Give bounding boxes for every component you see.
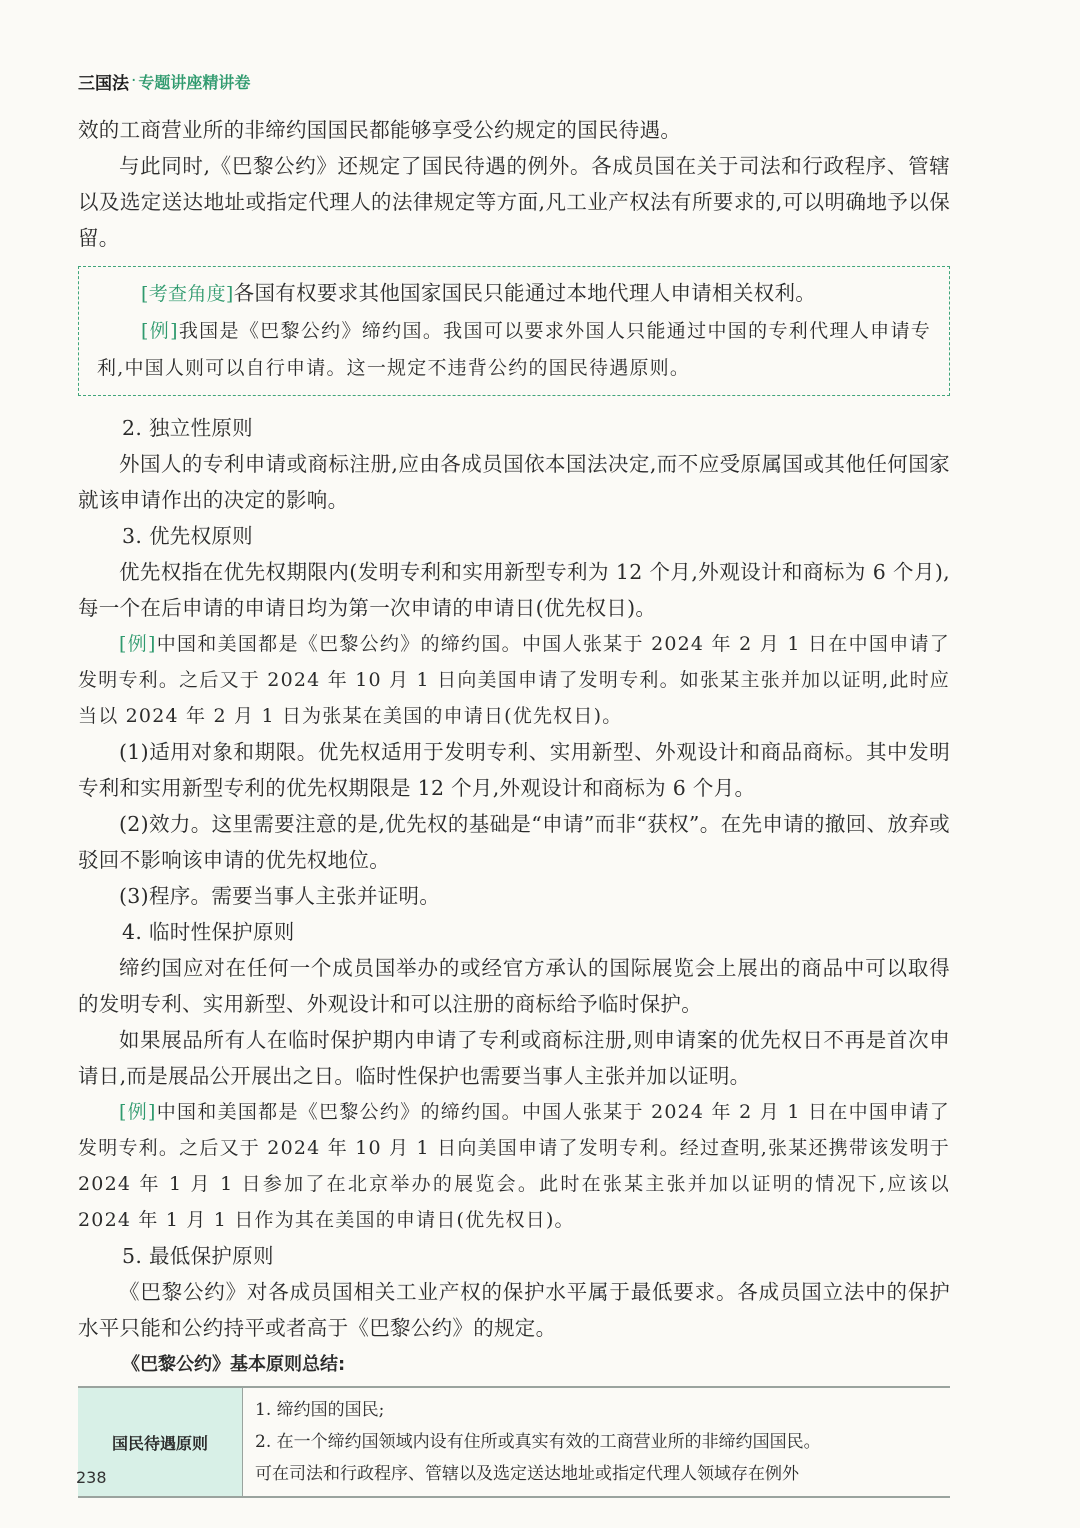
example-tag: [例] [119, 1101, 157, 1123]
paragraph: 与此同时,《巴黎公约》还规定了国民待遇的例外。各成员国在关于司法和行政程序、管辖以及选定送达地址或指定代理人的法律规定等方面,凡工业产权法有所要求的,可以明确地予以保留。 [78, 154, 950, 250]
table-row-items [243, 1387, 951, 1497]
paragraph: 缔约国应对在任何一个成员国举办的或经官方承认的国际展览会上展出的商品中可以取得的发明专利、实用新型、外观设计和可以注册的商标给予临时保护。 [78, 956, 950, 1016]
list-item: 2. 在一个缔约国领域内设有住所或真实有效的工商营业所的非缔约国国民。 [255, 1432, 821, 1452]
section-heading: 5. 最低保护原则 [122, 1244, 274, 1268]
paragraph: 如果展品所有人在临时保护期内申请了专利或商标注册,则申请案的优先权日不再是首次申请日,而是展品公开展出之日。临时性保护也需要当事人主张并加以证明。 [78, 1028, 950, 1088]
example-text: 我国是《巴黎公约》缔约国。我国可以要求外国人只能通过中国的专利代理人申请专利,中国人则可以自行申请。这一规定不违背公约的国民待遇原则。 [97, 320, 931, 379]
exam-angle-tag: [考查角度] [141, 283, 234, 305]
book-title: 三国法 [78, 73, 129, 94]
page-content [78, 112, 950, 1498]
example-text: 中国和美国都是《巴黎公约》的缔约国。中国人张某于 2024 年 2 月 1 日在中国申请了发明专利。之后又于 2024 年 10 月 1 日向美国申请了发明专利。经过查明,张某还携带该发明于 2024 年 1 月 1 日参加了在北京举办的展览会。此时在张某主张并加以证明的情况下,应该以 2024 年 1 月 1 日作为其在美国的申请日(优先权日)。 [78, 1101, 950, 1231]
running-header [78, 66, 250, 96]
exam-angle-box [78, 266, 950, 396]
paragraph: (1)适用对象和期限。优先权适用于发明专利、实用新型、外观设计和商品商标。其中发明专利和实用新型专利的优先权期限是 12 个月,外观设计和商标为 6 个月。 [78, 740, 950, 800]
list-item: 可在司法和行政程序、管辖以及选定送达地址或指定代理人领域存在例外 [255, 1464, 799, 1484]
paragraph: (2)效力。这里需要注意的是,优先权的基础是“申请”而非“获权”。在先申请的撤回、放弃或驳回不影响该申请的优先权地位。 [78, 812, 950, 872]
example-paragraph [78, 626, 950, 734]
series-title: 专题讲座精讲卷 [138, 72, 251, 92]
exam-angle-paragraph [97, 275, 931, 313]
page-number: 238 [76, 1468, 107, 1487]
table-row-label: 国民待遇原则 [78, 1387, 243, 1497]
example-text: 中国和美国都是《巴黎公约》的缔约国。中国人张某于 2024 年 2 月 1 日在中国申请了发明专利。之后又于 2024 年 10 月 1 日向美国申请了发明专利。如张某主张并加以证明,此时应当以 2024 年 2 月 1 日为张某在美国的申请日(优先权日)。 [78, 633, 950, 727]
example-tag: [例] [141, 320, 179, 342]
paragraph: 《巴黎公约》对各成员国相关工业产权的保护水平属于最低要求。各成员国立法中的保护水平只能和公约持平或者高于《巴黎公约》的规定。 [78, 1280, 950, 1340]
example-paragraph [78, 1094, 950, 1238]
paragraph: (3)程序。需要当事人主张并证明。 [119, 884, 441, 908]
table-row [78, 1387, 950, 1497]
summary-table [78, 1386, 950, 1498]
section-heading: 3. 优先权原则 [122, 524, 253, 548]
header-separator: · [131, 71, 137, 91]
exam-angle-text: 各国有权要求其他国家国民只能通过本地代理人申请相关权利。 [233, 281, 817, 305]
paragraph: 优先权指在优先权期限内(发明专利和实用新型专利为 12 个月,外观设计和商标为 6 个月),每一个在后申请的申请日均为第一次申请的申请日(优先权日)。 [78, 560, 950, 620]
example-tag: [例] [119, 633, 157, 655]
section-heading: 4. 临时性保护原则 [122, 920, 295, 944]
section-heading: 2. 独立性原则 [122, 416, 253, 440]
list-item: 1. 缔约国的国民; [255, 1400, 385, 1420]
example-paragraph [97, 313, 931, 387]
paragraph: 外国人的专利申请或商标注册,应由各成员国依本国法决定,而不应受原属国或其他任何国家就该申请作出的决定的影响。 [78, 452, 950, 512]
paragraph: 效的工商营业所的非缔约国国民都能够享受公约规定的国民待遇。 [78, 118, 682, 142]
summary-title: 《巴黎公约》基本原则总结: [122, 1354, 346, 1375]
